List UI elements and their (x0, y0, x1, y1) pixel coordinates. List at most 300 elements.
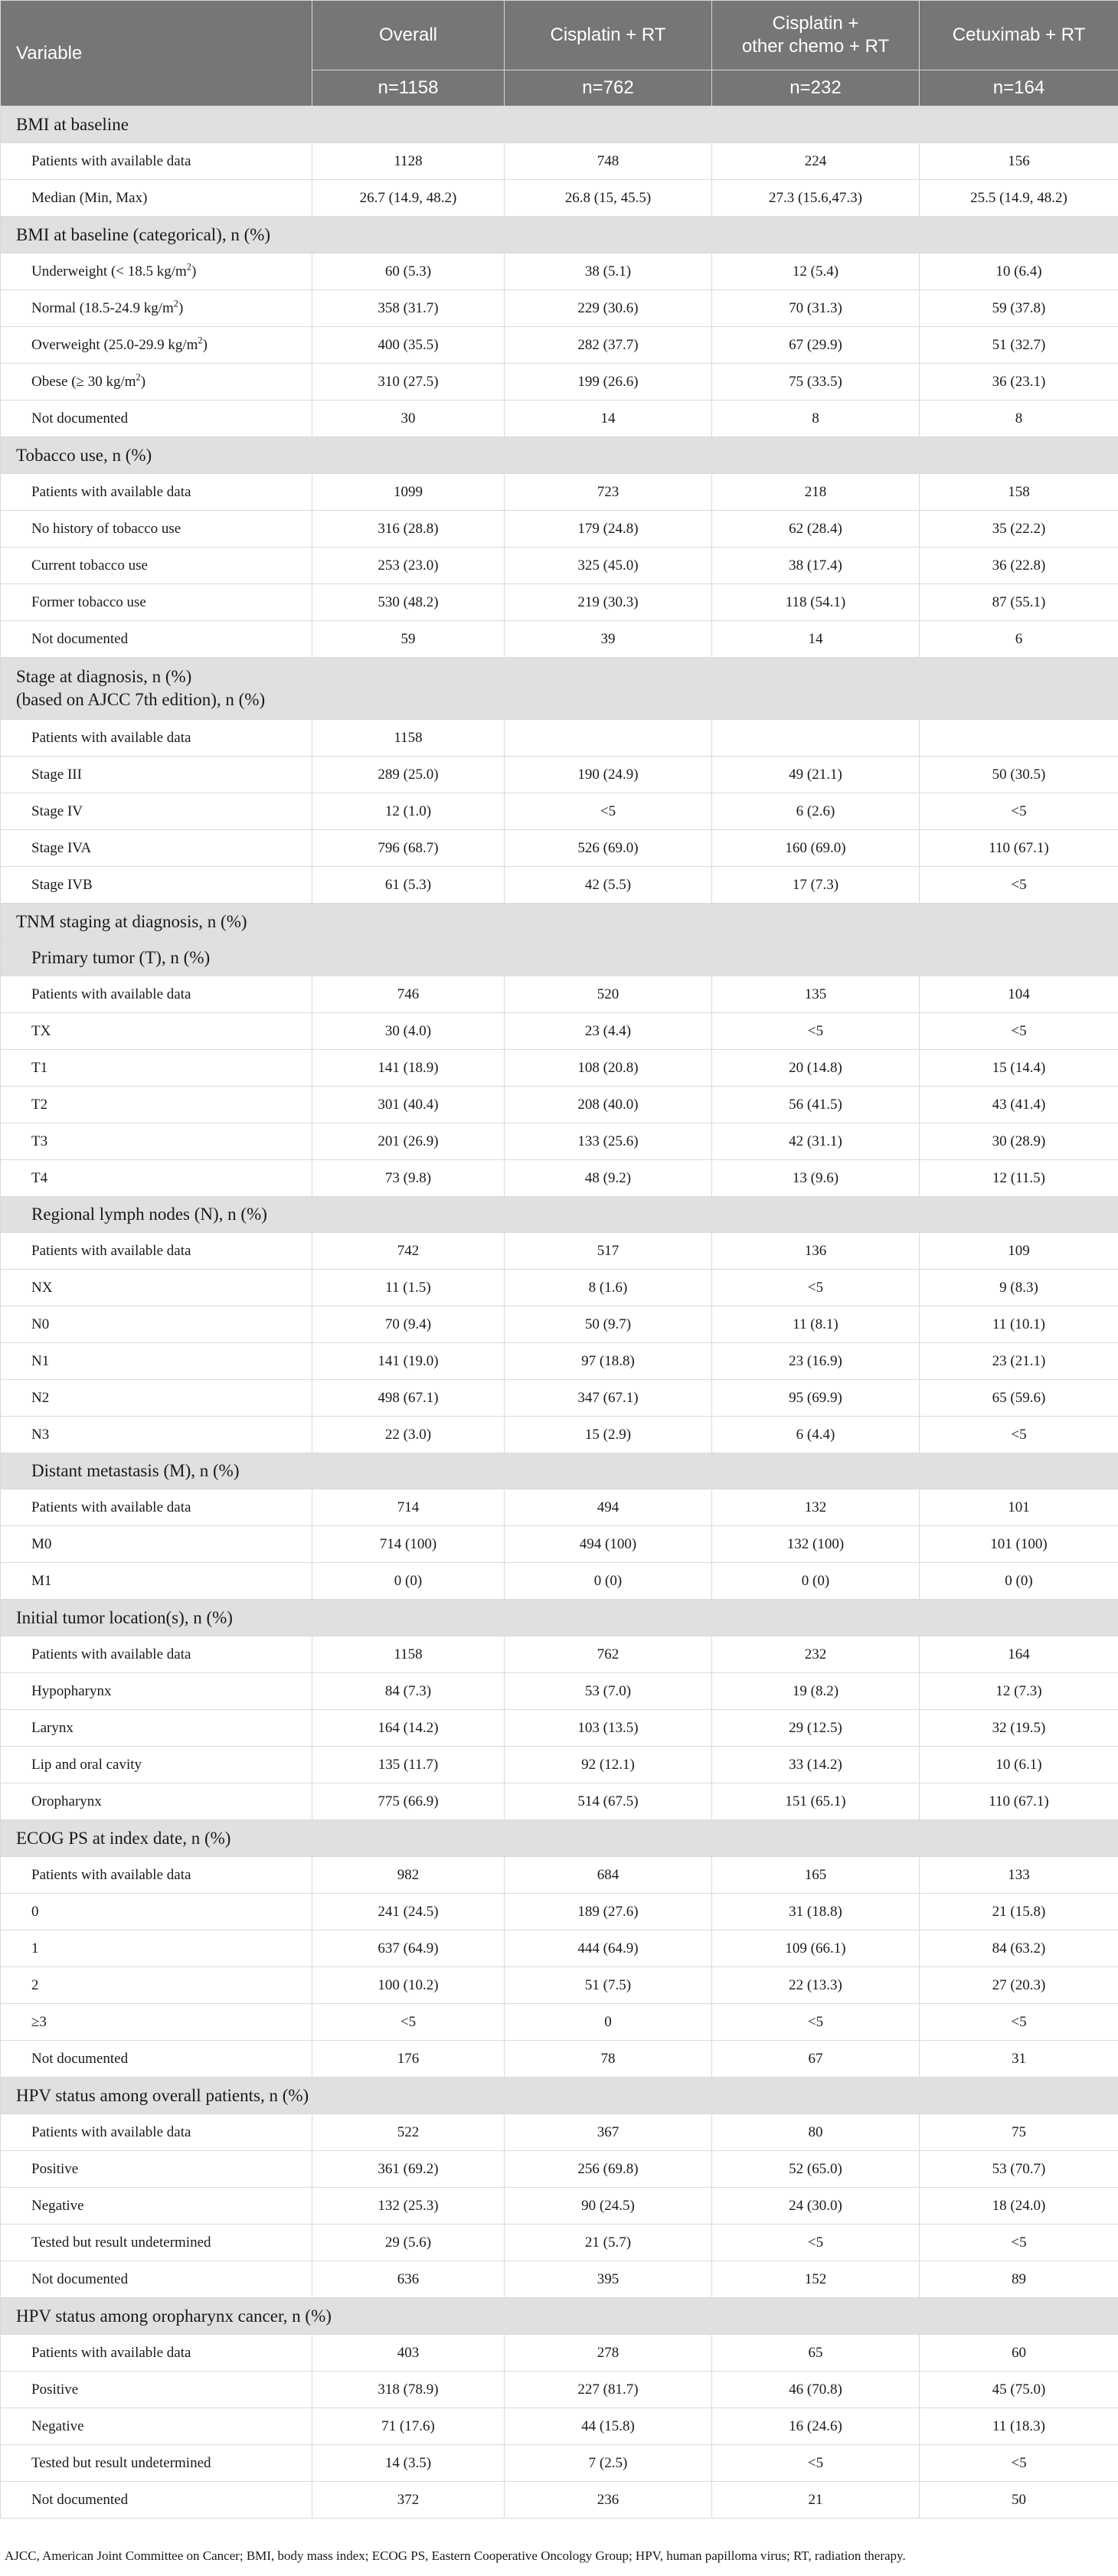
section-header-row (1, 106, 1118, 143)
cell-overall: 135 (11.7) (312, 1747, 505, 1783)
cell-cisplatin-rt: 520 (505, 976, 712, 1013)
cell-cetuximab-rt: 6 (920, 621, 1118, 658)
cell-overall: 775 (66.9) (312, 1783, 505, 1820)
table-row (1, 2188, 1118, 2225)
cell-cetuximab-rt: 59 (37.8) (920, 290, 1118, 327)
cell-cetuximab-rt: 101 (920, 1489, 1118, 1526)
table-row (1, 2151, 1118, 2188)
table-row (1, 2372, 1118, 2408)
table-row (1, 1710, 1118, 1747)
cell-cetuximab-rt: 109 (920, 1233, 1118, 1270)
cell-cisplatin-other-chemo-rt: 13 (9.6) (712, 1160, 920, 1197)
cell-cisplatin-rt: 444 (64.9) (505, 1930, 712, 1967)
header-cisplatin-rt: Cisplatin + RT (505, 1, 712, 70)
header-overall: Overall (312, 1, 505, 70)
cell-cisplatin-other-chemo-rt: 6 (2.6) (712, 793, 920, 830)
header-cisplatin-other-chemo-rt-line2: other chemo + RT (741, 36, 890, 57)
row-label: Patients with available data (1, 1489, 312, 1526)
row-label: Stage IV (1, 793, 312, 830)
cell-cetuximab-rt: 31 (920, 2041, 1118, 2077)
cell-cisplatin-other-chemo-rt: 135 (712, 976, 920, 1013)
cell-cisplatin-rt: 282 (37.7) (505, 327, 712, 364)
cell-cisplatin-other-chemo-rt: 136 (712, 1233, 920, 1270)
row-label: T1 (1, 1050, 312, 1087)
cell-cetuximab-rt: 75 (920, 2114, 1118, 2151)
cell-overall: 176 (312, 2041, 505, 2077)
cell-cetuximab-rt: 30 (28.9) (920, 1123, 1118, 1160)
table-header (1, 1, 1118, 106)
section-title: BMI at baseline (1, 106, 1118, 143)
cell-cetuximab-rt: 50 (920, 2482, 1118, 2519)
table-row (1, 1013, 1118, 1050)
cell-cetuximab-rt: 104 (920, 976, 1118, 1013)
cell-overall: 30 (312, 400, 505, 437)
cell-cetuximab-rt: 10 (6.1) (920, 1747, 1118, 1783)
table-row (1, 720, 1118, 757)
table-row (1, 2261, 1118, 2298)
cell-overall: 746 (312, 976, 505, 1013)
table-row (1, 830, 1118, 867)
row-label: Oropharynx (1, 1783, 312, 1820)
table-row (1, 1563, 1118, 1600)
row-label: 0 (1, 1894, 312, 1930)
row-label: 1 (1, 1930, 312, 1967)
cell-cisplatin-rt: 53 (7.0) (505, 1673, 712, 1710)
section-header-row (1, 1820, 1118, 1857)
cell-cetuximab-rt: 65 (59.6) (920, 1380, 1118, 1417)
cell-cetuximab-rt: 101 (100) (920, 1526, 1118, 1563)
row-label: Current tobacco use (1, 548, 312, 584)
cell-cisplatin-other-chemo-rt (712, 720, 920, 757)
cell-cisplatin-rt: 227 (81.7) (505, 2372, 712, 2408)
cell-overall: 71 (17.6) (312, 2408, 505, 2445)
cell-cisplatin-other-chemo-rt: 11 (8.1) (712, 1306, 920, 1343)
cell-overall: 742 (312, 1233, 505, 1270)
section-title (1, 658, 1118, 720)
row-label-superscript: 2 (136, 371, 141, 383)
cell-cisplatin-rt: <5 (505, 793, 712, 830)
row-label: NX (1, 1270, 312, 1306)
table-row (1, 290, 1118, 327)
section-title: TNM staging at diagnosis, n (%) (1, 904, 1118, 940)
cell-cetuximab-rt: <5 (920, 2225, 1118, 2261)
cell-cisplatin-other-chemo-rt: 38 (17.4) (712, 548, 920, 584)
row-label: Not documented (1, 2482, 312, 2519)
cell-overall: 84 (7.3) (312, 1673, 505, 1710)
table-row (1, 1783, 1118, 1820)
row-label: ≥3 (1, 2004, 312, 2041)
row-label: Stage IVA (1, 830, 312, 867)
cell-cisplatin-rt: 51 (7.5) (505, 1967, 712, 2004)
table-row (1, 474, 1118, 511)
cell-overall: 141 (19.0) (312, 1343, 505, 1380)
row-label: Tested but result undetermined (1, 2445, 312, 2482)
cell-cisplatin-rt: 514 (67.5) (505, 1783, 712, 1820)
table-row (1, 2114, 1118, 2151)
cell-overall: 29 (5.6) (312, 2225, 505, 2261)
row-label: Patients with available data (1, 976, 312, 1013)
cell-cisplatin-other-chemo-rt: 22 (13.3) (712, 1967, 920, 2004)
table-row (1, 180, 1118, 217)
cell-cetuximab-rt: 10 (6.4) (920, 253, 1118, 290)
section-header-row (1, 2298, 1118, 2335)
row-label: T2 (1, 1087, 312, 1123)
subsection-title: Distant metastasis (M), n (%) (1, 1453, 1118, 1489)
row-label-superscript: 2 (186, 261, 191, 273)
row-label: Not documented (1, 2261, 312, 2298)
section-header-row (1, 904, 1118, 940)
section-title: ECOG PS at index date, n (%) (1, 1820, 1118, 1857)
header-cisplatin-other-chemo-rt (712, 1, 920, 70)
header-n-cisplatin-other-chemo-rt: n=232 (712, 70, 920, 106)
cell-cisplatin-other-chemo-rt: 152 (712, 2261, 920, 2298)
cell-cisplatin-rt: 26.8 (15, 45.5) (505, 180, 712, 217)
cell-cisplatin-rt: 494 (505, 1489, 712, 1526)
header-cetuximab-rt: Cetuximab + RT (920, 1, 1118, 70)
row-label: Stage III (1, 757, 312, 793)
table-row (1, 1306, 1118, 1343)
cell-cisplatin-rt: 236 (505, 2482, 712, 2519)
cell-overall: 714 (100) (312, 1526, 505, 1563)
cell-cisplatin-other-chemo-rt: 20 (14.8) (712, 1050, 920, 1087)
cell-overall: 714 (312, 1489, 505, 1526)
cell-cisplatin-other-chemo-rt: 12 (5.4) (712, 253, 920, 290)
cell-overall: 1128 (312, 143, 505, 180)
cell-cisplatin-rt: 7 (2.5) (505, 2445, 712, 2482)
cell-cetuximab-rt: 8 (920, 400, 1118, 437)
cell-cisplatin-other-chemo-rt: 224 (712, 143, 920, 180)
table-row (1, 2335, 1118, 2372)
header-variable: Variable (1, 1, 312, 106)
section-title: Initial tumor location(s), n (%) (1, 1600, 1118, 1636)
cell-cisplatin-rt: 256 (69.8) (505, 2151, 712, 2188)
table-row (1, 2408, 1118, 2445)
table-row (1, 364, 1118, 400)
row-label: Lip and oral cavity (1, 1747, 312, 1783)
header-n-cisplatin-rt: n=762 (505, 70, 712, 106)
table-row (1, 1270, 1118, 1306)
row-label: Not documented (1, 2041, 312, 2077)
cell-cetuximab-rt: 87 (55.1) (920, 584, 1118, 621)
cell-cisplatin-rt: 748 (505, 143, 712, 180)
section-title: Tobacco use, n (%) (1, 437, 1118, 474)
cell-cisplatin-rt: 189 (27.6) (505, 1894, 712, 1930)
cell-cisplatin-other-chemo-rt: <5 (712, 2225, 920, 2261)
cell-cisplatin-rt: 48 (9.2) (505, 1160, 712, 1197)
cell-cisplatin-other-chemo-rt: 17 (7.3) (712, 867, 920, 904)
cell-cisplatin-rt: 494 (100) (505, 1526, 712, 1563)
row-label: 2 (1, 1967, 312, 2004)
row-label (1, 253, 312, 290)
row-label: Patients with available data (1, 720, 312, 757)
row-label-superscript: 2 (173, 298, 178, 309)
cell-cetuximab-rt: 53 (70.7) (920, 2151, 1118, 2188)
cell-overall: 1099 (312, 474, 505, 511)
table-row (1, 2225, 1118, 2261)
table-row (1, 621, 1118, 658)
cell-cisplatin-rt: 15 (2.9) (505, 1417, 712, 1453)
cell-cetuximab-rt: 158 (920, 474, 1118, 511)
table-row (1, 2482, 1118, 2519)
cell-cisplatin-other-chemo-rt: 49 (21.1) (712, 757, 920, 793)
cell-overall: <5 (312, 2004, 505, 2041)
cell-overall: 164 (14.2) (312, 1710, 505, 1747)
cell-cetuximab-rt: <5 (920, 2004, 1118, 2041)
table-row (1, 584, 1118, 621)
cell-cisplatin-rt: 103 (13.5) (505, 1710, 712, 1747)
cell-cetuximab-rt: 32 (19.5) (920, 1710, 1118, 1747)
cell-overall: 310 (27.5) (312, 364, 505, 400)
row-label: M1 (1, 1563, 312, 1600)
subsection-header-row (1, 1197, 1118, 1233)
cell-overall: 637 (64.9) (312, 1930, 505, 1967)
header-n-cetuximab-rt: n=164 (920, 70, 1118, 106)
cell-overall: 372 (312, 2482, 505, 2519)
table-row (1, 2004, 1118, 2041)
cell-cisplatin-rt: 526 (69.0) (505, 830, 712, 867)
table-row (1, 1930, 1118, 1967)
cell-cetuximab-rt: 156 (920, 143, 1118, 180)
row-label: No history of tobacco use (1, 511, 312, 548)
table-row (1, 1857, 1118, 1894)
cell-cetuximab-rt: 12 (7.3) (920, 1673, 1118, 1710)
cell-overall: 289 (25.0) (312, 757, 505, 793)
cell-cetuximab-rt: 50 (30.5) (920, 757, 1118, 793)
cell-cisplatin-rt: 190 (24.9) (505, 757, 712, 793)
cell-overall: 60 (5.3) (312, 253, 505, 290)
cell-cisplatin-other-chemo-rt: 118 (54.1) (712, 584, 920, 621)
cell-overall: 530 (48.2) (312, 584, 505, 621)
cell-cisplatin-other-chemo-rt: 14 (712, 621, 920, 658)
row-label: Patients with available data (1, 474, 312, 511)
section-header-row (1, 658, 1118, 720)
cell-cisplatin-other-chemo-rt: 24 (30.0) (712, 2188, 920, 2225)
row-label-suffix: ) (202, 336, 208, 353)
cell-cisplatin-other-chemo-rt: <5 (712, 1270, 920, 1306)
cell-cisplatin-other-chemo-rt: 21 (712, 2482, 920, 2519)
header-n-overall: n=1158 (312, 70, 505, 106)
table-row (1, 1489, 1118, 1526)
cell-cetuximab-rt: <5 (920, 1013, 1118, 1050)
table-row (1, 1123, 1118, 1160)
cell-cisplatin-other-chemo-rt: 132 (712, 1489, 920, 1526)
row-label: N3 (1, 1417, 312, 1453)
table-row (1, 1380, 1118, 1417)
cell-overall: 253 (23.0) (312, 548, 505, 584)
subsection-title: Regional lymph nodes (N), n (%) (1, 1197, 1118, 1233)
header-cisplatin-other-chemo-rt-line1: Cisplatin + (772, 13, 859, 34)
row-label: Not documented (1, 400, 312, 437)
cell-overall: 522 (312, 2114, 505, 2151)
row-label-text: Underweight (< 18.5 kg/m (31, 263, 187, 280)
cell-overall: 358 (31.7) (312, 290, 505, 327)
cell-cetuximab-rt: <5 (920, 2445, 1118, 2482)
cell-cetuximab-rt: 45 (75.0) (920, 2372, 1118, 2408)
cell-cisplatin-other-chemo-rt: 62 (28.4) (712, 511, 920, 548)
table-row (1, 867, 1118, 904)
cell-overall: 100 (10.2) (312, 1967, 505, 2004)
cell-overall: 26.7 (14.9, 48.2) (312, 180, 505, 217)
cell-cisplatin-rt: 78 (505, 2041, 712, 2077)
cell-overall: 400 (35.5) (312, 327, 505, 364)
cell-cetuximab-rt: 43 (41.4) (920, 1087, 1118, 1123)
row-label (1, 290, 312, 327)
table-row (1, 327, 1118, 364)
cell-cetuximab-rt: 133 (920, 1857, 1118, 1894)
row-label: Positive (1, 2372, 312, 2408)
table-row (1, 1747, 1118, 1783)
cell-cetuximab-rt: 89 (920, 2261, 1118, 2298)
cell-overall: 982 (312, 1857, 505, 1894)
table-row (1, 1050, 1118, 1087)
table-row (1, 1343, 1118, 1380)
cell-cisplatin-other-chemo-rt: 165 (712, 1857, 920, 1894)
row-label: N1 (1, 1343, 312, 1380)
cell-cisplatin-rt: 90 (24.5) (505, 2188, 712, 2225)
cell-cetuximab-rt: 110 (67.1) (920, 1783, 1118, 1820)
row-label: Patients with available data (1, 1857, 312, 1894)
table-row (1, 2445, 1118, 2482)
section-title-line2: (based on AJCC 7th edition), n (%) (16, 690, 266, 709)
cell-cetuximab-rt: <5 (920, 1417, 1118, 1453)
row-label: Not documented (1, 621, 312, 658)
cell-cisplatin-other-chemo-rt: 70 (31.3) (712, 290, 920, 327)
cell-cetuximab-rt: 18 (24.0) (920, 2188, 1118, 2225)
cell-cisplatin-other-chemo-rt: 151 (65.1) (712, 1783, 920, 1820)
section-title-line1: Stage at diagnosis, n (%) (16, 667, 192, 686)
cell-cisplatin-rt: 208 (40.0) (505, 1087, 712, 1123)
cell-cetuximab-rt: <5 (920, 793, 1118, 830)
cell-cisplatin-rt: 179 (24.8) (505, 511, 712, 548)
section-header-row (1, 1600, 1118, 1636)
cell-cisplatin-rt: 8 (1.6) (505, 1270, 712, 1306)
cell-cisplatin-other-chemo-rt: 132 (100) (712, 1526, 920, 1563)
cell-cetuximab-rt: 25.5 (14.9, 48.2) (920, 180, 1118, 217)
cell-cisplatin-rt: 347 (67.1) (505, 1380, 712, 1417)
cell-cisplatin-rt: 278 (505, 2335, 712, 2372)
cell-cisplatin-other-chemo-rt: 52 (65.0) (712, 2151, 920, 2188)
cell-cisplatin-other-chemo-rt: 160 (69.0) (712, 830, 920, 867)
row-label: Hypopharynx (1, 1673, 312, 1710)
cell-cisplatin-other-chemo-rt: <5 (712, 2445, 920, 2482)
section-header-row (1, 2077, 1118, 2114)
row-label-superscript: 2 (198, 335, 203, 346)
row-label: Negative (1, 2408, 312, 2445)
row-label: Positive (1, 2151, 312, 2188)
row-label: Negative (1, 2188, 312, 2225)
table-row (1, 1636, 1118, 1673)
cell-overall: 636 (312, 2261, 505, 2298)
cell-cetuximab-rt: 164 (920, 1636, 1118, 1673)
cell-cisplatin-rt: 0 (505, 2004, 712, 2041)
cell-cetuximab-rt: 15 (14.4) (920, 1050, 1118, 1087)
cell-cisplatin-rt: 684 (505, 1857, 712, 1894)
row-label: Former tobacco use (1, 584, 312, 621)
cell-cetuximab-rt (920, 720, 1118, 757)
table-row (1, 976, 1118, 1013)
cell-cetuximab-rt: 60 (920, 2335, 1118, 2372)
cell-cisplatin-rt: 723 (505, 474, 712, 511)
cell-cetuximab-rt: 11 (18.3) (920, 2408, 1118, 2445)
cell-cisplatin-other-chemo-rt: 80 (712, 2114, 920, 2151)
table-row (1, 793, 1118, 830)
table-row (1, 1894, 1118, 1930)
row-label: N0 (1, 1306, 312, 1343)
cell-cisplatin-other-chemo-rt: 33 (14.2) (712, 1747, 920, 1783)
cell-cetuximab-rt: 9 (8.3) (920, 1270, 1118, 1306)
row-label: T4 (1, 1160, 312, 1197)
cell-cisplatin-rt: 14 (505, 400, 712, 437)
subsection-header-row (1, 940, 1118, 976)
cell-cisplatin-other-chemo-rt: 16 (24.6) (712, 2408, 920, 2445)
cell-overall: 361 (69.2) (312, 2151, 505, 2188)
section-title: HPV status among oropharynx cancer, n (%) (1, 2298, 1118, 2335)
cell-overall: 30 (4.0) (312, 1013, 505, 1050)
cell-cisplatin-other-chemo-rt: 56 (41.5) (712, 1087, 920, 1123)
table-row (1, 1673, 1118, 1710)
row-label: M0 (1, 1526, 312, 1563)
row-label: Stage IVB (1, 867, 312, 904)
row-label: Patients with available data (1, 2335, 312, 2372)
row-label: Patients with available data (1, 143, 312, 180)
row-label: Patients with available data (1, 1636, 312, 1673)
cell-cisplatin-rt: 97 (18.8) (505, 1343, 712, 1380)
cell-cetuximab-rt: <5 (920, 867, 1118, 904)
row-label-text: Obese (≥ 30 kg/m (31, 373, 136, 390)
table-row (1, 1233, 1118, 1270)
cell-cisplatin-rt: 50 (9.7) (505, 1306, 712, 1343)
cell-cisplatin-rt: 23 (4.4) (505, 1013, 712, 1050)
cell-cisplatin-rt: 39 (505, 621, 712, 658)
cell-cetuximab-rt: 110 (67.1) (920, 830, 1118, 867)
cell-cisplatin-other-chemo-rt: 109 (66.1) (712, 1930, 920, 1967)
cell-cisplatin-rt: 367 (505, 2114, 712, 2151)
row-label-suffix: ) (191, 263, 197, 280)
cell-cisplatin-rt (505, 720, 712, 757)
table-row (1, 757, 1118, 793)
cell-cisplatin-rt: 762 (505, 1636, 712, 1673)
cell-cisplatin-other-chemo-rt: 218 (712, 474, 920, 511)
cell-cisplatin-other-chemo-rt: 31 (18.8) (712, 1894, 920, 1930)
cell-cisplatin-other-chemo-rt: <5 (712, 1013, 920, 1050)
cell-cisplatin-other-chemo-rt: 46 (70.8) (712, 2372, 920, 2408)
cell-cisplatin-other-chemo-rt: 67 (29.9) (712, 327, 920, 364)
cell-cetuximab-rt: 27 (20.3) (920, 1967, 1118, 2004)
section-header-row (1, 437, 1118, 474)
subsection-title: Primary tumor (T), n (%) (1, 940, 1118, 976)
table-row (1, 548, 1118, 584)
cell-cisplatin-other-chemo-rt: 29 (12.5) (712, 1710, 920, 1747)
cell-cisplatin-other-chemo-rt: <5 (712, 2004, 920, 2041)
cell-overall: 241 (24.5) (312, 1894, 505, 1930)
cell-cisplatin-rt: 92 (12.1) (505, 1747, 712, 1783)
cell-cetuximab-rt: 51 (32.7) (920, 327, 1118, 364)
cell-overall: 14 (3.5) (312, 2445, 505, 2482)
cell-cetuximab-rt: 12 (11.5) (920, 1160, 1118, 1197)
table-body (1, 106, 1118, 2519)
cell-cetuximab-rt: 23 (21.1) (920, 1343, 1118, 1380)
table-row (1, 1417, 1118, 1453)
cell-cisplatin-other-chemo-rt: 23 (16.9) (712, 1343, 920, 1380)
table-row (1, 400, 1118, 437)
cell-cisplatin-rt: 44 (15.8) (505, 2408, 712, 2445)
table-row (1, 1967, 1118, 2004)
cell-cisplatin-rt: 199 (26.6) (505, 364, 712, 400)
cell-cisplatin-other-chemo-rt: 232 (712, 1636, 920, 1673)
row-label-suffix: ) (140, 373, 146, 390)
cell-cisplatin-rt: 42 (5.5) (505, 867, 712, 904)
cell-overall: 403 (312, 2335, 505, 2372)
